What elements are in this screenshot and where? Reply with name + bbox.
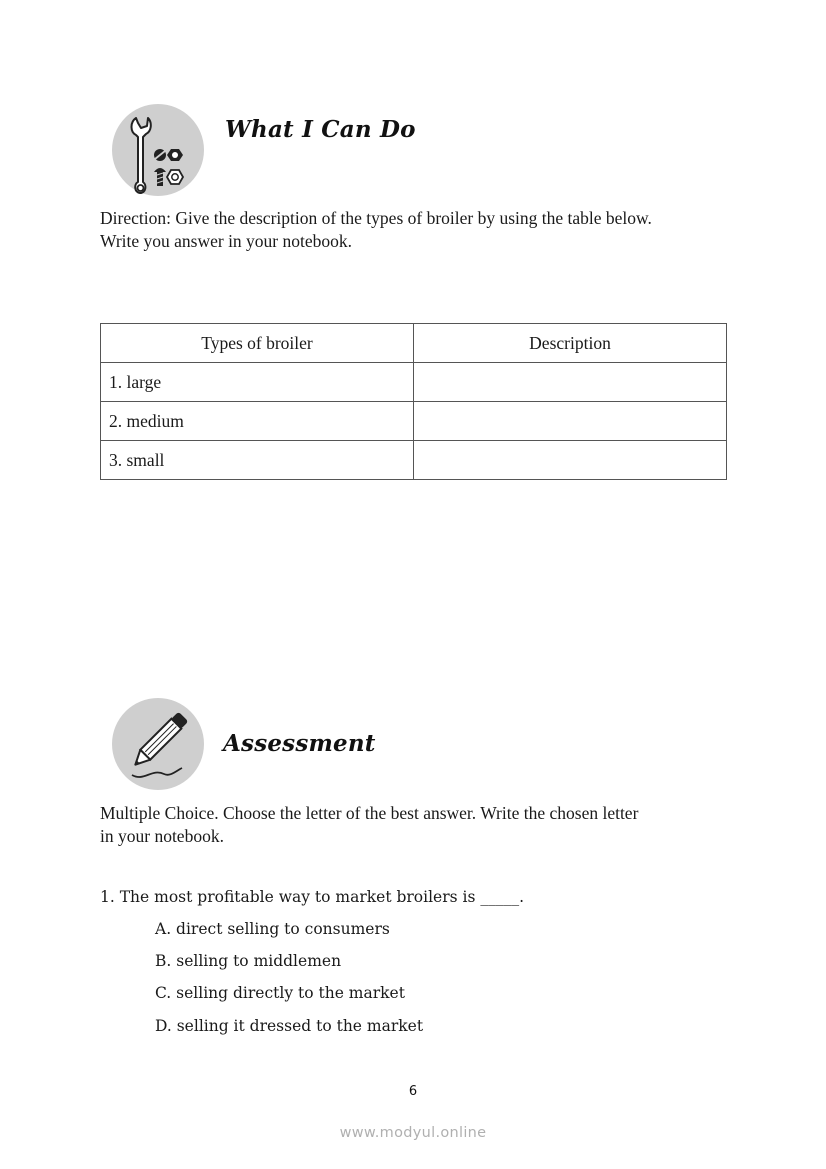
description-cell xyxy=(414,441,727,480)
watermark: www.modyul.online xyxy=(339,1125,487,1141)
assessment-instructions xyxy=(100,802,740,848)
description-cell xyxy=(414,363,727,402)
column-header-description: Description xyxy=(414,324,727,363)
broiler-type-cell: 2. medium xyxy=(101,402,414,441)
option-c: C. selling directly to the market xyxy=(155,984,405,1002)
table-row xyxy=(101,402,727,441)
option-b: B. selling to middlemen xyxy=(155,952,342,970)
table-row xyxy=(101,441,727,480)
direction-line-1: Direction: Give the description of the types of broiler by using the table below. xyxy=(100,208,652,228)
option-d: D. selling it dressed to the market xyxy=(155,1017,424,1035)
direction-text xyxy=(100,207,740,253)
table-header-row xyxy=(101,324,727,363)
table-row xyxy=(101,363,727,402)
direction-line-2: Write you answer in your notebook. xyxy=(100,231,353,251)
instruction-line-2: in your notebook. xyxy=(100,826,224,846)
section-title-what-i-can-do: What I Can Do xyxy=(225,116,416,143)
question-1: 1. The most profitable way to market broilers is _____. xyxy=(100,888,525,906)
page-number: 6 xyxy=(408,1084,418,1099)
pencil-icon xyxy=(112,698,204,790)
section-title-assessment: Assessment xyxy=(223,730,376,757)
column-header-types: Types of broiler xyxy=(101,324,414,363)
broiler-type-cell: 1. large xyxy=(101,363,414,402)
description-cell xyxy=(414,402,727,441)
broiler-type-cell: 3. small xyxy=(101,441,414,480)
broiler-types-table xyxy=(100,323,727,480)
instruction-line-1: Multiple Choice. Choose the letter of the best answer. Write the chosen letter xyxy=(100,803,639,823)
option-a: A. direct selling to consumers xyxy=(155,920,390,938)
wrench-and-bolts-icon xyxy=(112,104,204,196)
